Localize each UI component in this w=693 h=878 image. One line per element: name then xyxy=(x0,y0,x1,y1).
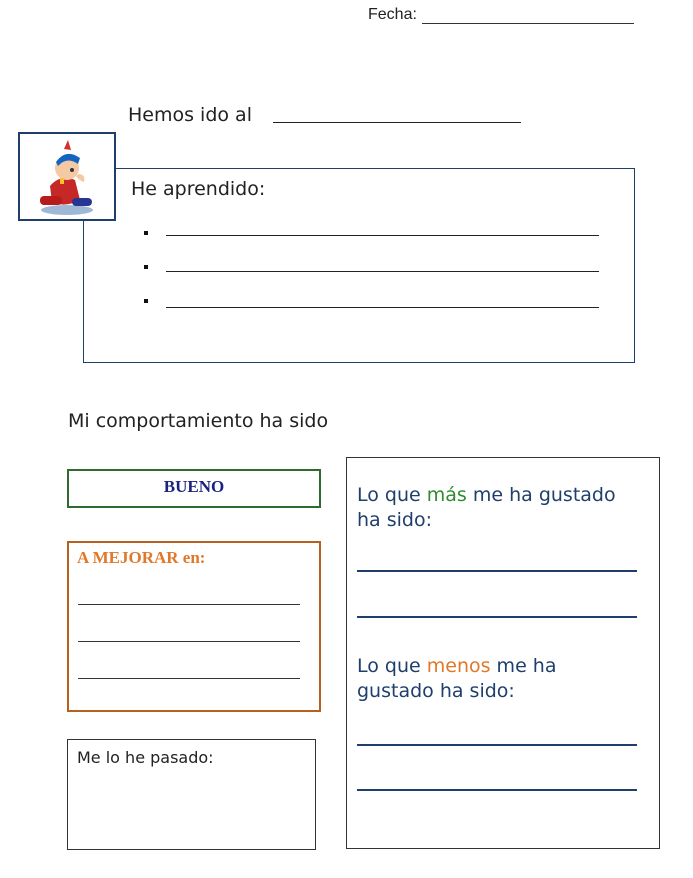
liked-most-part2: me ha gustado xyxy=(466,484,616,506)
pasado-label: Me lo he pasado: xyxy=(77,748,214,767)
liked-most-text xyxy=(357,483,616,533)
learned-title: He aprendido: xyxy=(131,178,266,200)
mejorar-line-3[interactable] xyxy=(78,678,300,679)
mejorar-label: A MEJORAR en: xyxy=(77,548,206,567)
bullet-icon xyxy=(144,299,148,303)
liked-least-part1: Lo que xyxy=(357,655,427,677)
liked-most-line-2[interactable] xyxy=(357,616,637,618)
learned-line-1[interactable] xyxy=(166,235,599,236)
bullet-icon xyxy=(144,231,148,235)
fecha-input-line[interactable] xyxy=(422,23,634,24)
liked-most-part1: Lo que xyxy=(357,484,427,506)
hemos-ido-input-line[interactable] xyxy=(273,122,521,123)
liked-least-part2: me ha xyxy=(490,655,557,677)
behavior-title: Mi comportamiento ha sido xyxy=(68,410,329,432)
bueno-label: BUENO xyxy=(163,477,225,496)
learned-line-3[interactable] xyxy=(166,307,599,308)
learned-line-2[interactable] xyxy=(166,271,599,272)
avatar-frame xyxy=(18,132,116,221)
mejorar-line-2[interactable] xyxy=(78,641,300,642)
bullet-icon xyxy=(144,265,148,269)
fecha-label: Fecha: xyxy=(368,6,417,23)
liked-least-line-1[interactable] xyxy=(357,744,637,746)
liked-least-line-2[interactable] xyxy=(357,789,637,791)
liked-least-line2: gustado ha sido: xyxy=(357,680,515,702)
liked-most-line-1[interactable] xyxy=(357,570,637,572)
liked-most-highlight: más xyxy=(426,484,467,506)
liked-least-text xyxy=(357,654,556,704)
cartoon-boy-icon xyxy=(20,134,114,219)
hemos-ido-label: Hemos ido al xyxy=(128,104,252,126)
liked-most-line2: ha sido: xyxy=(357,509,432,531)
liked-least-highlight: menos xyxy=(426,655,491,677)
mejorar-line-1[interactable] xyxy=(78,604,300,605)
